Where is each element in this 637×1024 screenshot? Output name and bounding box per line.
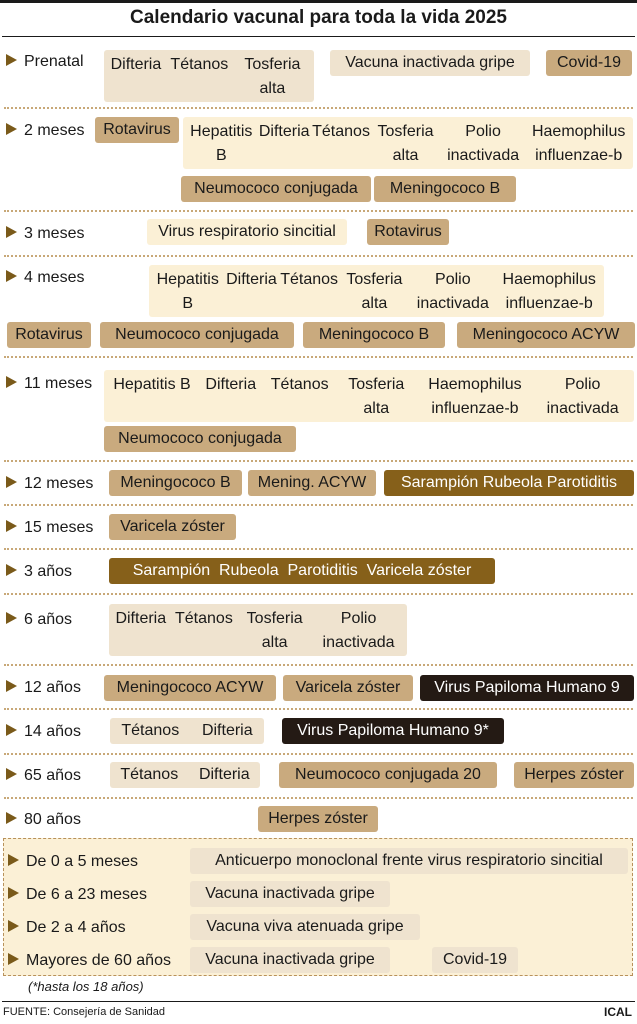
row-label-14-anos: 14 años [6,722,81,742]
row-divider [4,708,633,710]
chip-difteria: Difteria [198,766,250,783]
row-label-6-anos: 6 años [6,610,72,630]
brand-logo-text: ICAL [604,1005,632,1019]
chip-tetanos: Tétanos [270,376,329,393]
row-divider [4,797,633,799]
row-label-12-meses: 12 meses [6,474,93,494]
chip-rotavirus: Rotavirus [95,117,179,143]
chip-hepatitis: Hepatitis B [190,123,253,164]
chip-vph: Virus Papiloma Humano 9 [420,675,634,701]
chip-meningococo-b: Meningococo B [109,470,242,496]
chip-mening-acyw: Mening. ACYW [248,470,376,496]
arrow-icon [6,226,17,238]
chip-tetravirica: Sarampión Rubeola Parotiditis Varicela zóster [109,558,495,584]
arrow-icon [6,724,17,736]
row-label-4-meses: 4 meses [6,268,84,288]
page-title: Calendario vacunal para toda la vida 2025 [130,7,507,28]
row-label-65-anos: 65 años [6,766,81,786]
chip-polio: Polio inactivada [546,376,619,417]
chip-neumococo: Neumococo conjugada [104,426,296,452]
chip-tetanos: Tétanos [280,271,339,288]
chip-meningococo-acyw: Meningococo ACYW [457,322,635,348]
arrow-icon [8,854,19,866]
row-divider [4,356,633,358]
arrow-icon [6,680,17,692]
footer-rule [2,1001,635,1002]
chip-anticuerpo: Anticuerpo monoclonal frente virus respiratorio sincitial [190,848,628,874]
chip-hepatitis: Hepatitis B [156,271,219,312]
chip-haemophilus: Haemophilus influenzae-b [502,271,596,312]
chip-rotavirus: Rotavirus [7,322,91,348]
chip-tosferia: Tosferia alta [246,610,303,651]
row-divider [4,548,633,550]
chip-tetanos: Tétanos [121,722,180,739]
chip-varicela: Varicela zóster [109,514,236,540]
row-label-11-meses: 11 meses [6,374,92,394]
row-label-prenatal: Prenatal [6,52,84,72]
chip-covid: Covid-19 [546,50,632,76]
arrow-icon [6,270,17,282]
box-label-6-23-meses: De 6 a 23 meses [8,885,147,905]
chip-triple-virica: Sarampión Rubeola Parotiditis [384,470,634,496]
row-divider [4,460,633,462]
chip-meningococo-b: Meningococo B [374,176,516,202]
row-divider [4,664,633,666]
chip-polio: Polio inactivada [322,610,395,651]
chip-neumococo: Neumococo conjugada [100,322,294,348]
chip-group-4-meses [149,265,604,317]
chip-tetanos: Tétanos [175,610,233,627]
chip-tetanos: Tétanos [170,56,229,73]
chip-neumococo-20: Neumococo conjugada 20 [279,762,497,788]
arrow-icon [6,376,17,388]
chip-difteria: Difteria [205,376,257,393]
chip-group-65-anos [110,762,260,788]
arrow-icon [6,520,17,532]
chip-group-14-anos [110,718,264,744]
chip-varicela: Varicela zóster [283,675,413,701]
row-divider [4,107,633,109]
chip-difteria: Difteria [258,123,310,140]
row-divider [4,593,633,595]
arrow-icon [6,612,17,624]
chip-group-prenatal [104,50,314,102]
chip-tosferia: Tosferia alta [377,123,434,164]
chip-meningococo-acyw: Meningococo ACYW [104,675,276,701]
chip-neumococo: Neumococo conjugada [181,176,371,202]
chip-vph: Virus Papiloma Humano 9* [282,718,504,744]
chip-herpes: Herpes zóster [258,806,378,832]
chip-group-11-meses [104,370,634,422]
chip-group-6-anos [109,604,407,656]
chip-group-2-meses [183,117,633,169]
box-label-mayores-60: Mayores de 60 años [8,951,171,971]
chip-difteria: Difteria [115,610,167,627]
row-label-3-meses: 3 meses [6,224,84,244]
chip-difteria: Difteria [226,271,277,288]
row-label-12-anos: 12 años [6,678,81,698]
chip-gripe-inactivada: Vacuna inactivada gripe [190,881,390,907]
arrow-icon [6,812,17,824]
chip-gripe-inactivada: Vacuna inactivada gripe [190,947,390,973]
chip-difteria: Difteria [110,56,162,73]
arrow-icon [8,920,19,932]
row-divider [4,255,633,257]
chip-hepatitis: Hepatitis B [113,376,191,393]
chip-meningococo-b: Meningococo B [303,322,445,348]
title-rule [2,36,635,37]
row-label-80-anos: 80 años [6,810,81,830]
arrow-icon [6,54,17,66]
chip-tosferia: Tosferia alta [244,56,301,97]
chip-rotavirus: Rotavirus [367,219,449,245]
arrow-icon [6,476,17,488]
chip-tosferia: Tosferia alta [346,271,403,312]
top-rule [0,0,637,3]
arrow-icon [6,564,17,576]
row-label-2-meses: 2 meses [6,121,84,141]
chip-tosferia: Tosferia alta [348,376,405,417]
chip-polio: Polio inactivada [447,123,520,164]
row-divider [4,210,633,212]
chip-difteria: Difteria [201,722,253,739]
chip-gripe-atenuada: Vacuna viva atenuada gripe [190,914,420,940]
chip-gripe: Vacuna inactivada gripe [330,50,530,76]
chip-polio: Polio inactivada [416,271,489,312]
chip-vrs: Virus respiratorio sincitial [147,219,347,245]
row-divider [4,504,633,506]
row-label-3-anos: 3 años [6,562,72,582]
chip-covid: Covid-19 [432,947,518,973]
chip-haemophilus: Haemophilus influenzae-b [428,376,522,417]
arrow-icon [8,953,19,965]
source-credit: FUENTE: Consejería de Sanidad [3,1006,166,1018]
arrow-icon [6,123,17,135]
chip-haemophilus: Haemophilus influenzae-b [531,123,626,164]
row-divider [4,753,633,755]
box-label-2-4-anos: De 2 a 4 años [8,918,126,938]
arrow-icon [8,887,19,899]
chip-herpes: Herpes zóster [514,762,634,788]
footnote: (*hasta los 18 años) [28,979,144,994]
chip-tetanos: Tétanos [312,123,370,140]
chip-tetanos: Tétanos [120,766,179,783]
arrow-icon [6,768,17,780]
row-label-15-meses: 15 meses [6,518,93,538]
box-label-0-5-meses: De 0 a 5 meses [8,852,138,872]
